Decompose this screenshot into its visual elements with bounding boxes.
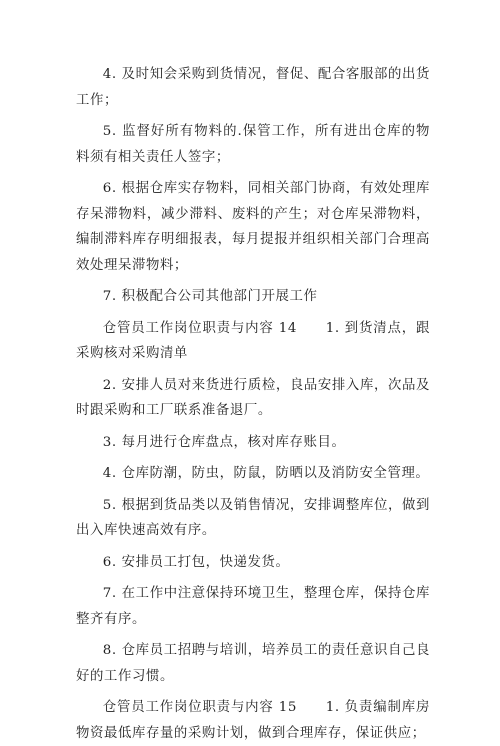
section-14-item-4: 4. 仓库防潮，防虫，防鼠，防晒以及消防安全管理。 <box>102 466 430 481</box>
paragraph-item-7: 7. 积极配合公司其他部门开展工作 <box>102 289 318 304</box>
paragraph-item-6: 6. 根据仓库实存物料，同相关部门协商，有效处理库存呆滞物料，减少滞料、废料的产生；对仓库呆滞物料，编制滞料库存明细报表，每月提报并组织相关部门合理高效处理呆滞物料； <box>76 181 430 273</box>
section-14-item-2: 2. 安排人员对来货进行质检，良品安排入库，次品及时跟采购和工厂联系准备退厂。 <box>76 377 430 418</box>
section-14-item-7: 7. 在工作中注意保持环境卫生，整理仓库，保持仓库整齐有序。 <box>76 586 430 627</box>
section-15-heading-paragraph: 仓管员工作岗位职责与内容 15 1. 负责编制库房物资最低库存量的采购计划，做到合理库存，保证供应； <box>76 700 430 741</box>
section-14-heading-paragraph: 仓管员工作岗位职责与内容 14 1. 到货清点，跟采购核对采购清单 <box>76 320 430 361</box>
paragraph-item-4: 4. 及时知会采购到货情况，督促、配合客服部的出货工作； <box>76 67 430 108</box>
section-14-item-6: 6. 安排员工打包，快递发货。 <box>102 554 290 570</box>
paragraph-item-5: 5. 监督好所有物料的.保管工作，所有进出仓库的物料须有相关责任人签字； <box>76 124 430 165</box>
section-14-item-8: 8. 仓库员工招聘与培训，培养员工的责任意识自己良好的工作习惯。 <box>76 643 430 684</box>
section-14-item-5: 5. 根据到货品类以及销售情况，安排调整库位，做到出入库快速高效有序。 <box>76 497 430 538</box>
section-14-item-3: 3. 每月进行仓库盘点，核对库存账目。 <box>102 434 346 450</box>
